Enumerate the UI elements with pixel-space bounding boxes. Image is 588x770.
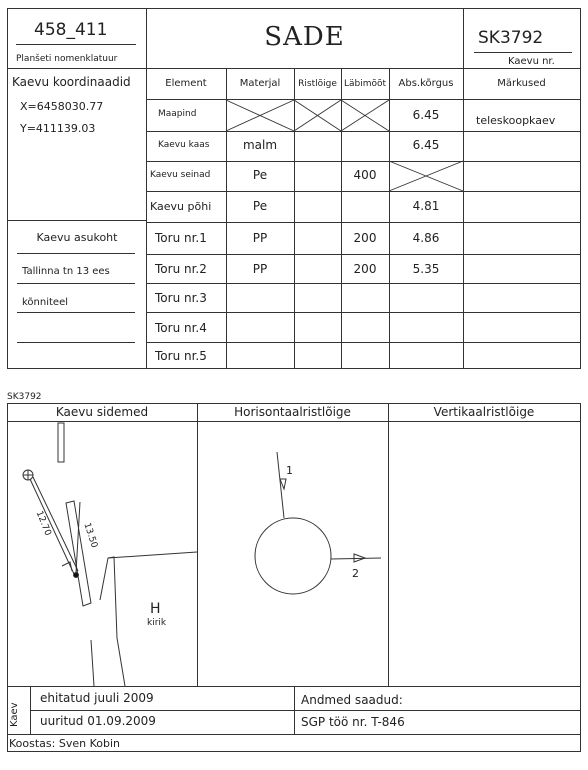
row-element: Toru nr.2 <box>155 262 207 276</box>
data-source-label: Andmed saadud: <box>301 693 403 707</box>
surveyed-date: uuritud 01.09.2009 <box>40 714 156 728</box>
row-elevation: 4.81 <box>412 199 440 213</box>
coordinates-label: Kaevu koordinaadid <box>12 75 131 89</box>
row-material: Pe <box>252 168 268 182</box>
coordinate-y: Y=411139.03 <box>20 122 96 135</box>
row-material: malm <box>242 138 278 152</box>
pipe-2-line <box>331 558 381 559</box>
well-id: SK3792 <box>478 28 544 48</box>
panel-title-horizontal: Horisontaalristlõige <box>234 405 351 419</box>
panel-title-connections: Kaevu sidemed <box>55 405 149 419</box>
col-header-elevation: Abs.kõrgus <box>398 78 454 89</box>
row-notes: teleskoopkaev <box>476 114 556 127</box>
dimension-line-2 <box>76 502 80 573</box>
drawing-id: SK3792 <box>7 392 42 402</box>
row-element: Maapind <box>158 109 197 119</box>
row-elevation: 6.45 <box>412 108 440 122</box>
pipe-1-line <box>277 452 284 518</box>
row-element: Kaevu seinad <box>150 170 211 180</box>
col-header-material: Materjal <box>239 78 281 89</box>
row-elevation: 4.86 <box>412 231 440 245</box>
sketch-post <box>58 423 64 462</box>
location-line-2: kõnniteel <box>22 297 69 308</box>
pipe-2-label: 2 <box>352 567 359 580</box>
coordinate-x: X=6458030.77 <box>20 100 104 113</box>
dimension-label-1: 12.70 <box>33 509 53 538</box>
document-title: SADE <box>264 22 345 52</box>
row-element: Kaevu põhi <box>150 200 212 213</box>
row-element: Toru nr.3 <box>155 291 207 305</box>
row-material: PP <box>252 231 268 245</box>
row-diameter: 200 <box>353 231 377 245</box>
building-edge-top <box>108 552 197 558</box>
row-element: Toru nr.1 <box>155 231 207 245</box>
well-label: Kaevu nr. <box>508 56 555 67</box>
row-diameter: 200 <box>353 262 377 276</box>
location-line-1: Tallinna tn 13 ees <box>22 266 110 277</box>
col-header-section: Ristlõige <box>298 79 337 89</box>
building-outline <box>100 557 125 686</box>
pipe-1-label: 1 <box>286 464 293 477</box>
row-element: Toru nr.4 <box>155 321 207 335</box>
row-elevation: 5.35 <box>412 262 440 276</box>
footer-side-label: Kaev <box>9 702 20 727</box>
row-element: Toru nr.5 <box>155 349 207 363</box>
built-date: ehitatud juuli 2009 <box>40 691 154 705</box>
well-cross-section-circle <box>255 518 331 594</box>
col-header-element: Element <box>165 78 207 89</box>
dimension-label-2: 13.50 <box>81 521 99 550</box>
sheet-label: Planšeti nomenklatuur <box>16 54 118 64</box>
data-source-value: SGP töö nr. T-846 <box>301 715 405 729</box>
location-label: Kaevu asukoht <box>36 231 118 244</box>
panel-title-vertical: Vertikaalristlõige <box>433 405 535 419</box>
sheet-number: 458_411 <box>34 20 108 40</box>
row-material: PP <box>252 262 268 276</box>
row-material: Pe <box>252 199 268 213</box>
row-element: Kaevu kaas <box>158 140 210 150</box>
col-header-diameter: Läbimõõt <box>343 79 387 89</box>
row-elevation: 6.45 <box>412 138 440 152</box>
col-header-notes: Märkused <box>497 78 546 89</box>
building-label: kirik <box>147 618 167 628</box>
building-letter: H <box>150 601 161 617</box>
compiled-by: Koostas: Sven Kobin <box>9 737 120 750</box>
dimension-line-1 <box>30 479 74 574</box>
row-diameter: 400 <box>353 168 377 182</box>
